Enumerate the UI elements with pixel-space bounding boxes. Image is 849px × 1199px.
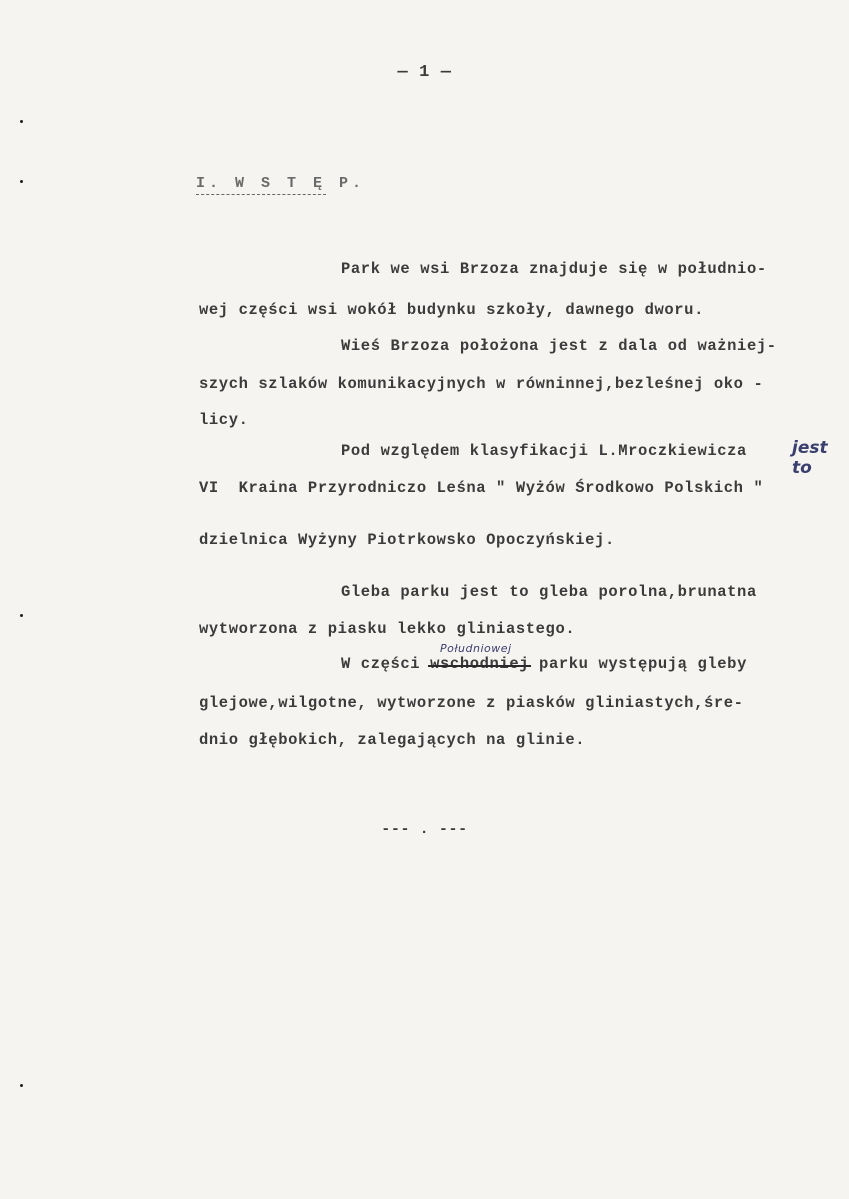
paragraph-line-7: VI Kraina Przyrodniczo Leśna " Wyżów Środkowo Polskich "	[199, 479, 764, 497]
heading-underline	[196, 194, 326, 195]
struck-word: wschodniej	[430, 655, 530, 673]
paragraph-line-13: dnio głębokich, zalegających na glinie.	[199, 731, 586, 749]
page-number: — 1 —	[397, 63, 452, 82]
margin-speck	[20, 1084, 23, 1087]
end-mark: --- . ---	[381, 821, 468, 838]
line-11-start: W części	[341, 655, 431, 673]
paragraph-line-10: wytworzona z piasku lekko gliniastego.	[199, 620, 576, 638]
paragraph-line-8: dzielnica Wyżyny Piotrkowsko Opoczyńskiej.	[199, 531, 615, 549]
paragraph-line-5: licy.	[199, 411, 249, 429]
paragraph-line-9: Gleba parku jest to gleba porolna,brunatna	[341, 583, 757, 601]
paragraph-line-3: Wieś Brzoza położona jest z dala od ważniej-	[341, 337, 777, 355]
handwritten-margin-note: jest to	[792, 438, 828, 478]
margin-speck	[20, 180, 23, 183]
margin-speck	[20, 120, 23, 123]
paragraph-line-12: glejowe,wilgotne, wytworzone z piasków gliniastych,śre-	[199, 694, 744, 712]
margin-speck	[20, 614, 23, 617]
paragraph-line-11	[341, 657, 747, 673]
line-11-end: parku występują gleby	[529, 655, 747, 673]
paragraph-line-4: szych szlaków komunikacyjnych w równinnej,bezleśnej oko -	[199, 375, 764, 393]
handwritten-correction: Południowej	[440, 642, 512, 655]
paragraph-line-1: Park we wsi Brzoza znajduje się w południo-	[341, 260, 767, 278]
paragraph-line-2: wej części wsi wokół budynku szkoły, dawnego dworu.	[199, 301, 704, 319]
paragraph-line-6: Pod względem klasyfikacji L.Mroczkiewicza	[341, 442, 747, 460]
section-heading: I. W S T Ę P.	[196, 175, 366, 192]
